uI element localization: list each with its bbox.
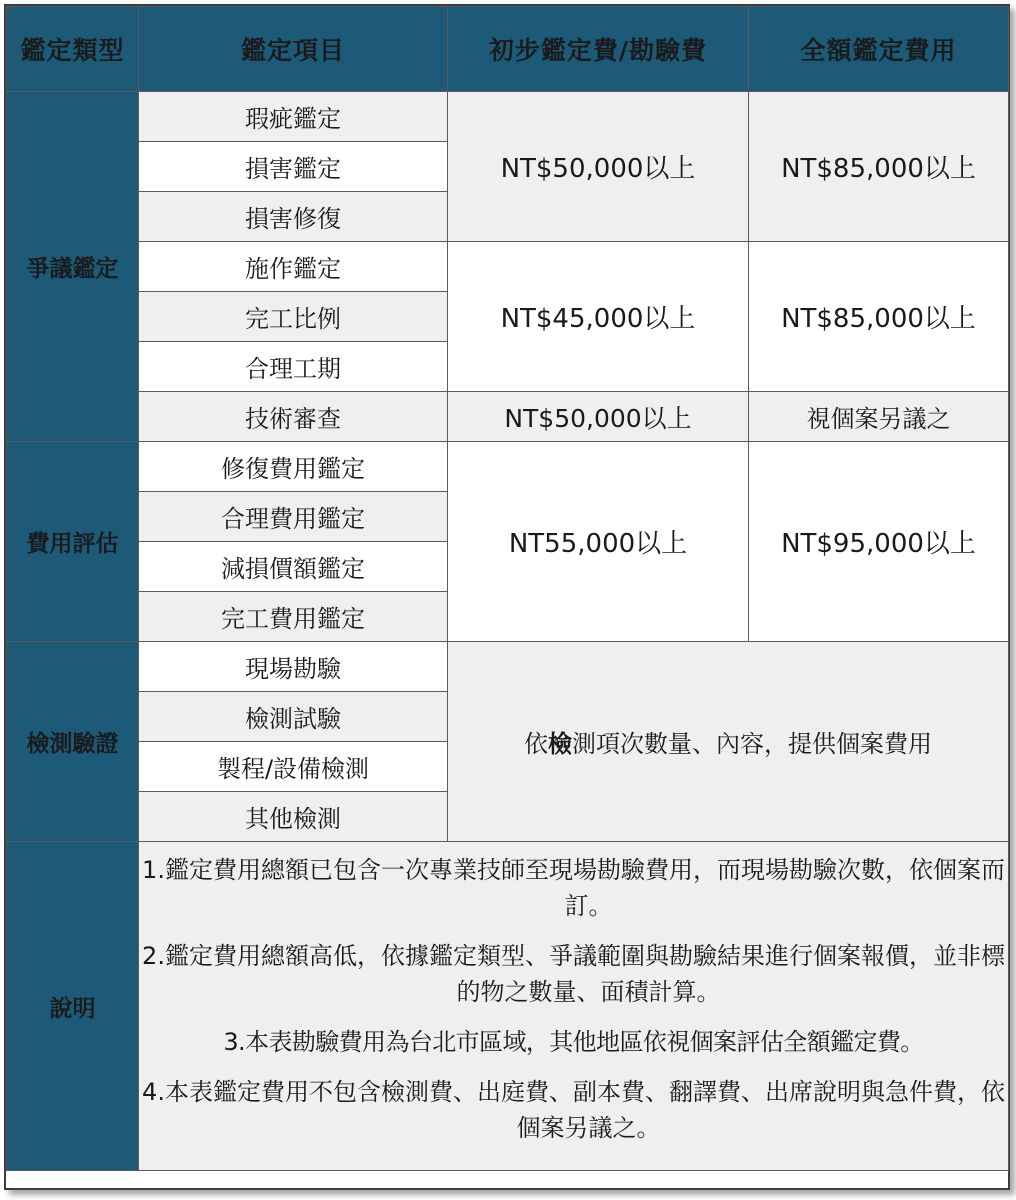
item-cell: 減損價額鑑定 <box>139 542 448 592</box>
fee-table-frame <box>4 4 1010 1190</box>
note-item-4: 4.本表鑑定費用不包含檢測費、出庭費、副本費、翻譯費、出席說明與急件費，依個案另議之。 <box>142 1078 1005 1142</box>
notes-cell <box>139 842 1009 1171</box>
testing-fee-bold: 檢 <box>548 730 572 758</box>
category-testing: 檢測驗證 <box>7 642 139 842</box>
item-cell: 合理工期 <box>139 342 448 392</box>
header-row <box>7 7 1009 92</box>
category-dispute: 爭議鑑定 <box>7 92 139 442</box>
item-cell: 瑕疵鑑定 <box>139 92 448 142</box>
notes-row <box>7 842 1009 1171</box>
category-cost: 費用評估 <box>7 442 139 642</box>
fee-initial-cell: NT55,000以上 <box>448 442 749 642</box>
item-cell: 製程/設備檢測 <box>139 742 448 792</box>
table-row <box>7 442 1009 492</box>
item-cell: 修復費用鑑定 <box>139 442 448 492</box>
header-full-fee: 全額鑑定費用 <box>749 7 1009 92</box>
item-cell: 現場勘驗 <box>139 642 448 692</box>
item-cell: 損害修復 <box>139 192 448 242</box>
item-cell: 其他檢測 <box>139 792 448 842</box>
testing-fee-pre: 依 <box>524 730 548 758</box>
fee-full-cell: NT$85,000以上 <box>749 92 1009 242</box>
table-row <box>7 392 1009 442</box>
table-row <box>7 642 1009 692</box>
fee-initial-cell: NT$50,000以上 <box>448 92 749 242</box>
item-cell: 完工比例 <box>139 292 448 342</box>
note-item-2: 2.鑑定費用總額高低，依據鑑定類型、爭議範圍與勘驗結果進行個案報價，並非標的物之數量、面積計算。 <box>142 942 1005 1006</box>
testing-fee-post: 測項次數量、內容，提供個案費用 <box>572 730 932 758</box>
header-initial-fee: 初步鑑定費/勘驗費 <box>448 7 749 92</box>
item-cell: 合理費用鑑定 <box>139 492 448 542</box>
note-item-1: 1.鑑定費用總額已包含一次專業技師至現場勘驗費用，而現場勘驗次數，依個案而訂。 <box>142 856 1005 920</box>
header-item: 鑑定項目 <box>139 7 448 92</box>
appraisal-fee-table <box>6 6 1009 1171</box>
fee-full-cell: NT$95,000以上 <box>749 442 1009 642</box>
table-row <box>7 242 1009 292</box>
item-cell: 技術審查 <box>139 392 448 442</box>
fee-initial-cell: NT$50,000以上 <box>448 392 749 442</box>
testing-fee-cell <box>448 642 1009 842</box>
item-cell: 完工費用鑑定 <box>139 592 448 642</box>
note-item-3: 3.本表勘驗費用為台北市區域，其他地區依視個案評估全額鑑定費。 <box>223 1028 924 1056</box>
table-row <box>7 92 1009 142</box>
item-cell: 損害鑑定 <box>139 142 448 192</box>
item-cell: 檢測試驗 <box>139 692 448 742</box>
header-type: 鑑定類型 <box>7 7 139 92</box>
item-cell: 施作鑑定 <box>139 242 448 292</box>
fee-initial-cell: NT$45,000以上 <box>448 242 749 392</box>
fee-full-cell: 視個案另議之 <box>749 392 1009 442</box>
fee-full-cell: NT$85,000以上 <box>749 242 1009 392</box>
category-notes: 說明 <box>7 842 139 1171</box>
